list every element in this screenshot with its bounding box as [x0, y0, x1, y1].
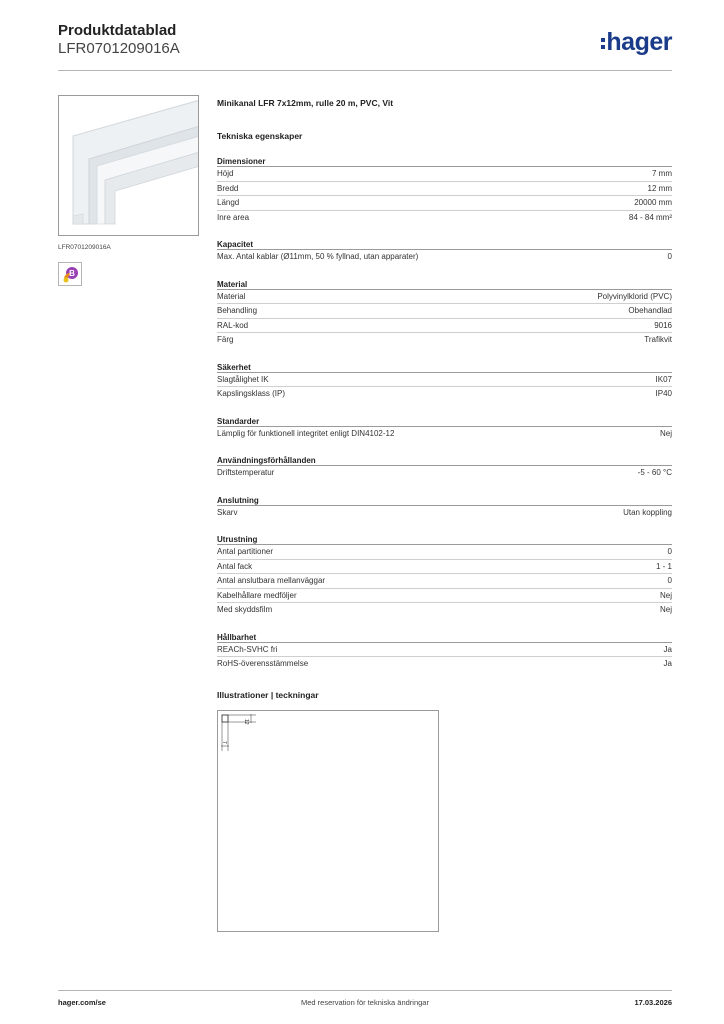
spec-content [217, 96, 672, 672]
section-title: Standarder [217, 416, 672, 427]
spec-label: Driftstemperatur [217, 468, 275, 477]
section-title: Kapacitet [217, 239, 672, 250]
spec-value: 0 [667, 576, 672, 585]
spec-row [217, 427, 672, 442]
spec-value: 1 - 1 [655, 561, 672, 571]
spec-row [217, 657, 672, 672]
spec-row [217, 466, 672, 481]
spec-label: Skarv [217, 507, 238, 517]
spec-row [217, 333, 672, 348]
spec-value: Nej [659, 605, 672, 614]
spec-value: Nej [659, 590, 672, 600]
spec-row [217, 182, 672, 197]
image-caption-code: LFR0701209016A [58, 244, 111, 251]
spec-section [217, 495, 672, 521]
logo-dots-icon [601, 35, 605, 52]
spec-value: Nej [659, 428, 672, 438]
spec-row [217, 290, 672, 305]
spec-label: RoHS-överensstämmelse [217, 659, 309, 668]
spec-label: Kabelhållare medföljer [217, 590, 297, 600]
spec-section [217, 534, 672, 618]
spec-value: -5 - 60 °C [637, 468, 672, 477]
spec-row [217, 603, 672, 618]
spec-row [217, 545, 672, 560]
spec-row [217, 387, 672, 402]
spec-row [217, 574, 672, 589]
document-title: Produktdatablad [58, 22, 177, 39]
spec-label: REACh-SVHC fri [217, 644, 278, 654]
spec-value: 20000 mm [634, 198, 672, 207]
spec-section [217, 239, 672, 265]
spec-section [217, 362, 672, 402]
spec-value: 0 [667, 252, 672, 261]
duct-dimension-drawing [218, 711, 438, 931]
cable-duct-image [59, 96, 199, 236]
dimension-width-label: 12 [243, 719, 249, 725]
spec-row [217, 589, 672, 604]
spec-row [217, 211, 672, 226]
footer-date: 17.03.2026 [634, 998, 672, 1007]
section-title: Användningsförhållanden [217, 455, 672, 466]
spec-label: Med skyddsfilm [217, 605, 273, 614]
spec-label: Behandling [217, 306, 258, 315]
section-title: Säkerhet [217, 362, 672, 373]
spec-section [217, 416, 672, 442]
eco-badge [58, 262, 82, 286]
product-code: LFR0701209016A [58, 40, 180, 57]
spec-value: 9016 [654, 320, 672, 330]
spec-label: Antal fack [217, 561, 253, 571]
spec-row [217, 167, 672, 182]
spec-row [217, 373, 672, 388]
section-title: Anslutning [217, 495, 672, 506]
footer-website-link[interactable]: hager.com/se [58, 998, 106, 1007]
section-title: Utrustning [217, 534, 672, 545]
spec-label: Kapslingsklass (IP) [217, 389, 286, 398]
spec-label: Slagtålighet IK [217, 374, 269, 384]
spec-row [217, 250, 672, 265]
spec-row [217, 506, 672, 521]
hager-logo [601, 28, 672, 57]
spec-label: Material [217, 291, 246, 301]
illustrations-title: Illustrationer | teckningar [217, 690, 319, 700]
spec-value: Ja [663, 644, 672, 654]
spec-heading: Tekniska egenskaper [217, 131, 303, 141]
spec-label: Lämplig för funktionell integritet enligt DIN4102-12 [217, 428, 395, 438]
spec-row [217, 643, 672, 658]
spec-label: Höjd [217, 169, 234, 178]
section-title: Hållbarhet [217, 632, 672, 643]
spec-value: Ja [663, 659, 672, 668]
spec-value: 0 [667, 547, 672, 556]
spec-label: Max. Antal kablar (Ø11mm, 50 % fyllnad, utan apparater) [217, 252, 419, 261]
spec-section [217, 455, 672, 481]
spec-value: Trafikvit [644, 335, 672, 344]
product-name: Minikanal LFR 7x12mm, rulle 20 m, PVC, Vit [217, 98, 394, 108]
spec-label: Antal anslutbara mellanväggar [217, 576, 326, 585]
spec-value: IP40 [655, 389, 672, 398]
spec-value: 7 mm [652, 169, 672, 178]
logo-text: hager [606, 28, 672, 56]
spec-label: Längd [217, 198, 240, 207]
illustration-frame [217, 710, 439, 932]
dimension-height-label: 7 [221, 741, 227, 744]
spec-label: Bredd [217, 183, 239, 193]
spec-sections [217, 156, 672, 672]
page-header [58, 22, 672, 68]
spec-row [217, 560, 672, 575]
spec-value: Polyvinylklorid (PVC) [597, 291, 672, 301]
spec-section [217, 279, 672, 348]
section-title: Material [217, 279, 672, 290]
product-image [58, 95, 199, 236]
header-divider [58, 70, 672, 71]
spec-value: IK07 [655, 374, 672, 384]
svg-text:B: B [69, 269, 75, 278]
spec-label: RAL-kod [217, 320, 249, 330]
spec-value: 12 mm [647, 183, 672, 193]
spec-row [217, 304, 672, 319]
spec-row [217, 196, 672, 211]
spec-row [217, 319, 672, 334]
spec-section [217, 156, 672, 225]
spec-label: Färg [217, 335, 234, 344]
spec-value: 84 - 84 mm² [628, 212, 672, 222]
spec-value: Utan koppling [623, 507, 672, 517]
spec-value: Obehandlad [628, 306, 672, 315]
spec-label: Inre area [217, 212, 250, 222]
footer-divider [58, 990, 672, 991]
spec-label: Antal partitioner [217, 547, 274, 556]
spec-section [217, 632, 672, 672]
eco-label-icon [59, 263, 81, 285]
footer-disclaimer: Med reservation för tekniska ändringar [301, 998, 429, 1007]
section-title: Dimensioner [217, 156, 672, 167]
